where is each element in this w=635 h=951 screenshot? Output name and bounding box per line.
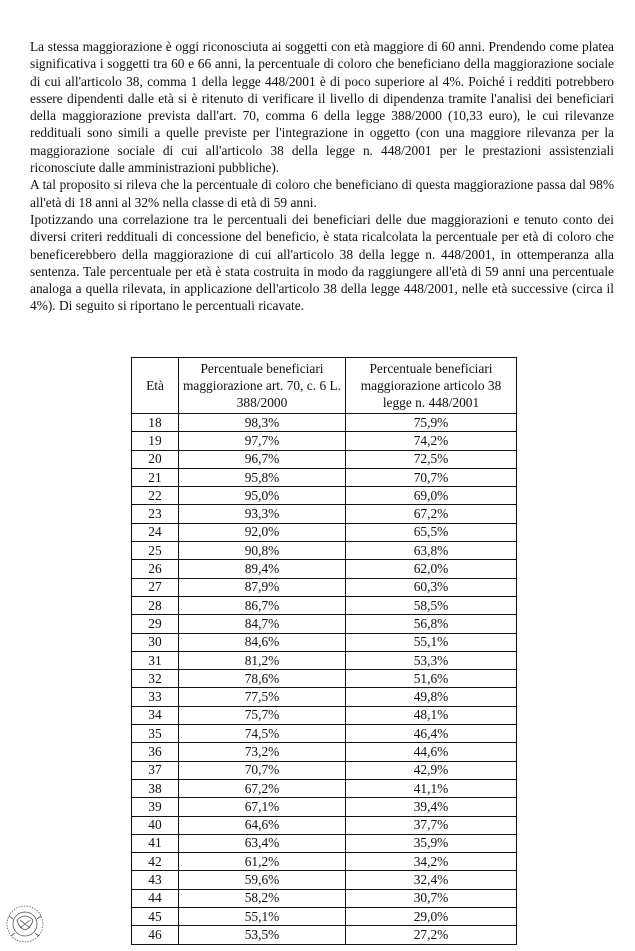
table-row — [132, 908, 517, 926]
cell-art38: 60,3% — [346, 578, 517, 596]
table-row — [132, 798, 517, 816]
cell-art38: 49,8% — [346, 688, 517, 706]
table-row — [132, 743, 517, 761]
cell-art38: 58,5% — [346, 596, 517, 614]
cell-art38: 74,2% — [346, 432, 517, 450]
cell-art38: 62,0% — [346, 560, 517, 578]
cell-art70: 95,8% — [179, 468, 346, 486]
cell-art38: 35,9% — [346, 834, 517, 852]
cell-art70: 86,7% — [179, 596, 346, 614]
cell-eta: 41 — [132, 834, 179, 852]
cell-art70: 84,7% — [179, 615, 346, 633]
cell-art38: 48,1% — [346, 706, 517, 724]
cell-eta: 46 — [132, 926, 179, 944]
table-row — [132, 889, 517, 907]
cell-art38: 51,6% — [346, 670, 517, 688]
cell-art38: 53,3% — [346, 651, 517, 669]
cell-art70: 67,2% — [179, 779, 346, 797]
cell-eta: 42 — [132, 853, 179, 871]
cell-art38: 56,8% — [346, 615, 517, 633]
paragraph-2: A tal proposito si rileva che la percentuale di coloro che beneficiano di questa maggiorazione passa dal 98% all'età di 18 anni al 32% nella classe di età di 59 anni. — [30, 177, 614, 210]
table-row — [132, 414, 517, 432]
cell-art38: 46,4% — [346, 725, 517, 743]
cell-art70: 74,5% — [179, 725, 346, 743]
cell-art38: 55,1% — [346, 633, 517, 651]
cell-art70: 75,7% — [179, 706, 346, 724]
table-row — [132, 560, 517, 578]
cell-eta: 18 — [132, 414, 179, 432]
cell-art70: 61,2% — [179, 853, 346, 871]
cell-eta: 20 — [132, 450, 179, 468]
cell-eta: 36 — [132, 743, 179, 761]
cell-art38: 29,0% — [346, 908, 517, 926]
table-body — [132, 414, 517, 945]
cell-eta: 21 — [132, 468, 179, 486]
cell-art38: 69,0% — [346, 487, 517, 505]
cell-eta: 38 — [132, 779, 179, 797]
cell-eta: 35 — [132, 725, 179, 743]
cell-art70: 96,7% — [179, 450, 346, 468]
cell-art70: 81,2% — [179, 651, 346, 669]
cell-art70: 87,9% — [179, 578, 346, 596]
cell-art70: 95,0% — [179, 487, 346, 505]
cell-art70: 93,3% — [179, 505, 346, 523]
table-row — [132, 926, 517, 944]
cell-art38: 70,7% — [346, 468, 517, 486]
cell-eta: 37 — [132, 761, 179, 779]
cell-art70: 55,1% — [179, 908, 346, 926]
cell-art70: 67,1% — [179, 798, 346, 816]
cell-eta: 33 — [132, 688, 179, 706]
cell-eta: 32 — [132, 670, 179, 688]
cell-art38: 44,6% — [346, 743, 517, 761]
table-row — [132, 688, 517, 706]
cell-art70: 70,7% — [179, 761, 346, 779]
table-row — [132, 596, 517, 614]
cell-eta: 31 — [132, 651, 179, 669]
table-row — [132, 633, 517, 651]
cell-art70: 63,4% — [179, 834, 346, 852]
table-row — [132, 761, 517, 779]
cell-art70: 59,6% — [179, 871, 346, 889]
table-header-row — [132, 358, 517, 414]
cell-art70: 53,5% — [179, 926, 346, 944]
cell-art70: 89,4% — [179, 560, 346, 578]
cell-eta: 22 — [132, 487, 179, 505]
cell-art70: 84,6% — [179, 633, 346, 651]
cell-art38: 37,7% — [346, 816, 517, 834]
table-row — [132, 450, 517, 468]
cell-art38: 41,1% — [346, 779, 517, 797]
cell-art70: 97,7% — [179, 432, 346, 450]
cell-eta: 39 — [132, 798, 179, 816]
paragraph-1: La stessa maggiorazione è oggi riconosciuta ai soggetti con età maggiore di 60 anni. Prendendo come platea significativa i soggetti tra 60 e 66 anni, la percentuale di coloro che beneficiano della maggiorazione sociale di cui all'articolo 38, comma 1 della legge 448/2001 è di poco superiore al 4%. Poiché i redditi potrebbero essere dipendenti dalle età si è ritenuto di verificare il livello di dipendenza tramite l'analisi dei beneficiari della maggiorazione prevista dall'art. 70, comma 6 della legge 388/2000 (10,33 euro), le cui rilevanze reddituali sono simili a quelle previste per l'integrazione in oggetto (con una maggiore rilevanza per la maggiorazione sociale di cui all'articolo 38 della legge n. 448/2001 per le prestazioni assistenziali riconosciute dalle amministrazioni pubbliche). — [30, 39, 614, 176]
percentages-table-wrapper — [131, 357, 517, 945]
table-row — [132, 432, 517, 450]
cell-eta: 44 — [132, 889, 179, 907]
cell-eta: 40 — [132, 816, 179, 834]
table-row — [132, 523, 517, 541]
table-row — [132, 871, 517, 889]
table-row — [132, 853, 517, 871]
cell-eta: 23 — [132, 505, 179, 523]
cell-art38: 42,9% — [346, 761, 517, 779]
cell-art38: 39,4% — [346, 798, 517, 816]
cell-art70: 58,2% — [179, 889, 346, 907]
header-eta: Età — [132, 358, 179, 414]
table-row — [132, 670, 517, 688]
table-row — [132, 725, 517, 743]
cell-art38: 67,2% — [346, 505, 517, 523]
cell-eta: 19 — [132, 432, 179, 450]
cell-art70: 78,6% — [179, 670, 346, 688]
table-row — [132, 834, 517, 852]
cell-art38: 30,7% — [346, 889, 517, 907]
cell-eta: 25 — [132, 542, 179, 560]
cell-art38: 72,5% — [346, 450, 517, 468]
table-row — [132, 542, 517, 560]
paragraph-3: Ipotizzando una correlazione tra le percentuali dei beneficiari delle due maggiorazioni e tenuto conto dei diversi criteri reddituali di concessione del beneficio, è stata ricalcolata la percentuale per età di coloro che beneficerebbero della maggiorazione di cui all'articolo 38 della legge n. 448/2001, in ottemperanza alla sentenza. Tale percentuale per età è stata costruita in modo da raggiungere all'età di 59 anni una percentuale analoga a quella rilevata, in applicazione dell'articolo 38 della legge 448/2001, nelle età successive (circa il 4%). Di seguito si riportano le percentuali ricavate. — [30, 211, 614, 314]
cell-art70: 98,3% — [179, 414, 346, 432]
body-text — [30, 38, 614, 315]
table-row — [132, 651, 517, 669]
cell-art38: 75,9% — [346, 414, 517, 432]
cell-art38: 63,8% — [346, 542, 517, 560]
table-row — [132, 816, 517, 834]
table-row — [132, 615, 517, 633]
cell-art70: 90,8% — [179, 542, 346, 560]
table-row — [132, 468, 517, 486]
cell-art38: 27,2% — [346, 926, 517, 944]
table-row — [132, 505, 517, 523]
table-row — [132, 487, 517, 505]
header-art70: Percentuale beneficiari maggiorazione art. 70, c. 6 L. 388/2000 — [179, 358, 346, 414]
cell-art70: 73,2% — [179, 743, 346, 761]
table-row — [132, 578, 517, 596]
cell-eta: 29 — [132, 615, 179, 633]
percentages-table — [131, 357, 517, 945]
cell-eta: 28 — [132, 596, 179, 614]
cell-eta: 24 — [132, 523, 179, 541]
cell-art38: 65,5% — [346, 523, 517, 541]
cell-eta: 43 — [132, 871, 179, 889]
cell-eta: 27 — [132, 578, 179, 596]
cell-eta: 45 — [132, 908, 179, 926]
cell-art70: 64,6% — [179, 816, 346, 834]
cell-art70: 92,0% — [179, 523, 346, 541]
cell-art38: 32,4% — [346, 871, 517, 889]
cell-art38: 34,2% — [346, 853, 517, 871]
official-stamp-icon — [3, 898, 47, 948]
header-art38: Percentuale beneficiari maggiorazione articolo 38 legge n. 448/2001 — [346, 358, 517, 414]
table-row — [132, 779, 517, 797]
cell-eta: 34 — [132, 706, 179, 724]
cell-art70: 77,5% — [179, 688, 346, 706]
cell-eta: 26 — [132, 560, 179, 578]
cell-eta: 30 — [132, 633, 179, 651]
table-row — [132, 706, 517, 724]
